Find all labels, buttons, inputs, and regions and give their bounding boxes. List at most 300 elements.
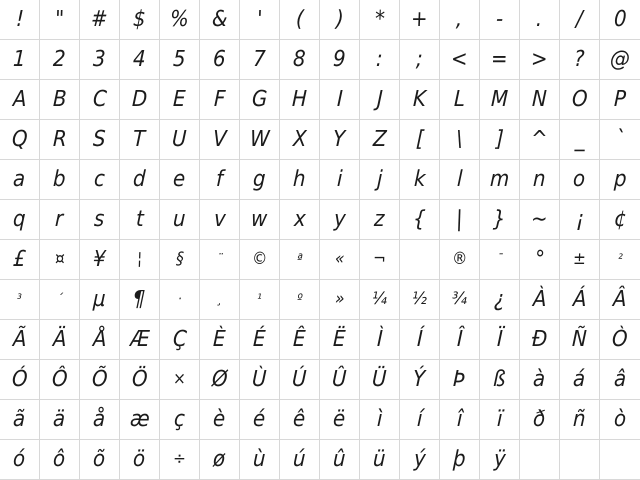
glyph-cell-sharp-s[interactable] — [480, 360, 520, 400]
glyph-cell-small-p[interactable] — [600, 160, 640, 200]
glyph-cell-copyright-sign[interactable] — [240, 240, 280, 280]
glyph-small-e-circumflex: ê — [292, 406, 307, 432]
glyph-cell-capital-c-cedilla[interactable] — [160, 320, 200, 360]
glyph-capital-r: R — [52, 126, 67, 152]
glyph-small-p: p — [613, 166, 627, 192]
glyph-cell-capital-i-acute[interactable] — [400, 320, 440, 360]
glyph-small-j: j — [376, 166, 383, 192]
glyph-capital-e: E — [172, 86, 187, 112]
glyph-cell-digit-zero[interactable] — [600, 0, 640, 40]
glyph-cell-small-o-circumflex[interactable] — [40, 440, 80, 480]
glyph-small-i-circumflex: î — [456, 406, 463, 432]
glyph-capital-a-diaeresis: Ä — [52, 326, 67, 352]
glyph-apostrophe: ' — [256, 6, 263, 32]
glyph-cell-small-a-tilde[interactable] — [0, 400, 40, 440]
glyph-dollar-sign: $ — [132, 6, 147, 32]
glyph-cell-capital-thorn[interactable] — [440, 360, 480, 400]
glyph-cell-digit-one[interactable] — [0, 40, 40, 80]
glyph-right-parenthesis: ) — [335, 6, 344, 32]
glyph-cell-capital-a-grave[interactable] — [520, 280, 560, 320]
glyph-cell-capital-a[interactable] — [0, 80, 40, 120]
glyph-cell-plus-sign[interactable] — [400, 0, 440, 40]
glyph-cell-empty-cell[interactable] — [520, 440, 560, 480]
glyph-small-z: z — [373, 206, 386, 232]
glyph-cell-reverse-solidus[interactable] — [440, 120, 480, 160]
glyph-small-b: b — [52, 166, 67, 192]
glyph-cell-capital-e-diaeresis[interactable] — [320, 320, 360, 360]
glyph-cell-digit-six[interactable] — [200, 40, 240, 80]
glyph-cell-small-w[interactable] — [240, 200, 280, 240]
glyph-cell-vulgar-fraction-one-quarter[interactable] — [360, 280, 400, 320]
glyph-cell-right-double-angle-quotation-mark[interactable] — [320, 280, 360, 320]
glyph-cell-vulgar-fraction-three-quarters[interactable] — [440, 280, 480, 320]
glyph-small-l: l — [456, 166, 463, 192]
glyph-cell-capital-o-tilde[interactable] — [80, 360, 120, 400]
glyph-cell-small-o-acute[interactable] — [0, 440, 40, 480]
glyph-ampersand: & — [211, 6, 228, 32]
glyph-not-sign: ¬ — [372, 249, 387, 269]
glyph-cell-small-a-ring[interactable] — [80, 400, 120, 440]
glyph-vulgar-fraction-three-quarters: ¾ — [451, 289, 468, 309]
glyph-cell-small-x[interactable] — [280, 200, 320, 240]
glyph-cell-capital-x[interactable] — [280, 120, 320, 160]
glyph-capital-w: W — [249, 126, 270, 152]
glyph-small-v: v — [213, 206, 226, 232]
glyph-cell-capital-a-circumflex[interactable] — [600, 280, 640, 320]
glyph-capital-u-circumflex: Û — [331, 366, 348, 392]
glyph-digit-two: 2 — [52, 46, 67, 72]
glyph-capital-s: S — [92, 126, 107, 152]
glyph-yen-sign: ¥ — [92, 246, 107, 272]
glyph-reverse-solidus: \ — [455, 126, 464, 152]
glyph-cell-left-square-bracket[interactable] — [400, 120, 440, 160]
glyph-small-e: e — [172, 166, 187, 192]
glyph-cell-small-g[interactable] — [240, 160, 280, 200]
glyph-cell-small-v[interactable] — [200, 200, 240, 240]
glyph-cell-small-c[interactable] — [80, 160, 120, 200]
glyph-cell-small-a-acute[interactable] — [560, 360, 600, 400]
glyph-cell-colon[interactable] — [360, 40, 400, 80]
glyph-soft-hyphen — [417, 252, 418, 267]
glyph-registered-sign: ® — [451, 249, 468, 269]
glyph-capital-eth: Ð — [531, 326, 548, 352]
glyph-capital-q: Q — [11, 126, 28, 152]
glyph-cell-superscript-one[interactable] — [240, 280, 280, 320]
glyph-cell-empty-cell[interactable] — [560, 440, 600, 480]
glyph-cell-capital-f[interactable] — [200, 80, 240, 120]
glyph-cell-small-e-grave[interactable] — [200, 400, 240, 440]
glyph-cell-small-e-acute[interactable] — [240, 400, 280, 440]
glyph-cell-small-y-acute[interactable] — [400, 440, 440, 480]
glyph-cell-asterisk[interactable] — [360, 0, 400, 40]
glyph-small-e-acute: é — [252, 406, 267, 432]
glyph-cell-small-o-stroke[interactable] — [200, 440, 240, 480]
glyph-cell-semicolon[interactable] — [400, 40, 440, 80]
glyph-circumflex-accent: ^ — [530, 126, 549, 152]
glyph-cell-capital-u-acute[interactable] — [280, 360, 320, 400]
glyph-cell-superscript-three[interactable] — [0, 280, 40, 320]
glyph-cell-pilcrow-sign[interactable] — [120, 280, 160, 320]
glyph-plus-minus-sign: ± — [572, 249, 587, 269]
glyph-left-parenthesis: ( — [295, 6, 304, 32]
glyph-cell-yen-sign[interactable] — [80, 240, 120, 280]
glyph-cell-percent-sign[interactable] — [160, 0, 200, 40]
glyph-cell-capital-a-diaeresis[interactable] — [40, 320, 80, 360]
glyph-cell-digit-eight[interactable] — [280, 40, 320, 80]
glyph-cell-digit-four[interactable] — [120, 40, 160, 80]
glyph-small-eth: ð — [533, 406, 547, 432]
glyph-cell-capital-o-stroke[interactable] — [200, 360, 240, 400]
glyph-small-r: r — [55, 206, 65, 232]
glyph-inverted-exclamation-mark: ¡ — [575, 206, 584, 232]
glyph-equals-sign: = — [490, 46, 509, 72]
glyph-cell-capital-y[interactable] — [320, 120, 360, 160]
glyph-small-o-tilde: õ — [93, 446, 107, 472]
glyph-capital-u-diaeresis: Ü — [371, 366, 388, 392]
glyph-cell-equals-sign[interactable] — [480, 40, 520, 80]
glyph-cell-less-than-sign[interactable] — [440, 40, 480, 80]
glyph-cell-solidus[interactable] — [560, 0, 600, 40]
glyph-cell-small-l[interactable] — [440, 160, 480, 200]
glyph-capital-c-cedilla: Ç — [172, 326, 187, 352]
glyph-cell-capital-z[interactable] — [360, 120, 400, 160]
glyph-digit-one: 1 — [12, 46, 27, 72]
glyph-capital-b: B — [52, 86, 67, 112]
glyph-cell-comma[interactable] — [440, 0, 480, 40]
glyph-cell-capital-r[interactable] — [40, 120, 80, 160]
glyph-cell-small-a-diaeresis[interactable] — [40, 400, 80, 440]
glyph-cell-small-u-grave[interactable] — [240, 440, 280, 480]
glyph-cell-number-sign[interactable] — [80, 0, 120, 40]
glyph-cell-small-u-acute[interactable] — [280, 440, 320, 480]
glyph-cell-capital-a-tilde[interactable] — [0, 320, 40, 360]
glyph-cell-vulgar-fraction-one-half[interactable] — [400, 280, 440, 320]
glyph-cell-capital-o-diaeresis[interactable] — [120, 360, 160, 400]
glyph-cell-hyphen-minus[interactable] — [480, 0, 520, 40]
glyph-vertical-line: | — [455, 206, 464, 232]
glyph-cell-not-sign[interactable] — [360, 240, 400, 280]
glyph-small-y-acute: ý — [413, 446, 426, 472]
glyph-cell-right-parenthesis[interactable] — [320, 0, 360, 40]
glyph-cell-capital-u-circumflex[interactable] — [320, 360, 360, 400]
glyph-small-q: q — [12, 206, 27, 232]
glyph-cell-inverted-question-mark[interactable] — [480, 280, 520, 320]
glyph-cell-small-n[interactable] — [520, 160, 560, 200]
glyph-degree-sign: ° — [534, 246, 545, 272]
glyph-cell-left-double-angle-quotation-mark[interactable] — [320, 240, 360, 280]
glyph-colon: : — [375, 46, 384, 72]
glyph-cell-small-e-diaeresis[interactable] — [320, 400, 360, 440]
glyph-capital-l: L — [453, 86, 466, 112]
glyph-cell-masculine-ordinal-indicator[interactable] — [280, 280, 320, 320]
glyph-capital-u-acute: Ú — [291, 366, 308, 392]
glyph-cell-small-i[interactable] — [320, 160, 360, 200]
glyph-cell-multiplication-sign[interactable] — [160, 360, 200, 400]
glyph-cell-capital-u-grave[interactable] — [240, 360, 280, 400]
glyph-cell-capital-n-tilde[interactable] — [560, 320, 600, 360]
glyph-cell-small-e[interactable] — [160, 160, 200, 200]
glyph-cell-vertical-line[interactable] — [440, 200, 480, 240]
glyph-cell-small-u-circumflex[interactable] — [320, 440, 360, 480]
glyph-cell-capital-w[interactable] — [240, 120, 280, 160]
glyph-cell-micro-sign[interactable] — [80, 280, 120, 320]
glyph-cell-pound-sign[interactable] — [0, 240, 40, 280]
glyph-cell-small-o[interactable] — [560, 160, 600, 200]
glyph-number-sign: # — [90, 6, 109, 32]
glyph-cell-division-sign[interactable] — [160, 440, 200, 480]
glyph-acute-accent: ´ — [56, 292, 63, 307]
glyph-capital-i-acute: Í — [416, 326, 423, 352]
glyph-cell-small-d[interactable] — [120, 160, 160, 200]
glyph-cell-small-a-grave[interactable] — [520, 360, 560, 400]
glyph-sharp-s: ß — [492, 366, 507, 392]
glyph-small-o-acute: ó — [13, 446, 27, 472]
glyph-small-m: m — [489, 166, 510, 192]
glyph-cell-small-h[interactable] — [280, 160, 320, 200]
glyph-cell-capital-eth[interactable] — [520, 320, 560, 360]
glyph-cell-capital-l[interactable] — [440, 80, 480, 120]
glyph-cell-capital-u-diaeresis[interactable] — [360, 360, 400, 400]
glyph-cell-small-i-diaeresis[interactable] — [480, 400, 520, 440]
glyph-cell-capital-j[interactable] — [360, 80, 400, 120]
glyph-diaeresis: ¨ — [216, 252, 223, 267]
glyph-cell-left-curly-bracket[interactable] — [400, 200, 440, 240]
glyph-cell-small-s[interactable] — [80, 200, 120, 240]
glyph-asterisk: * — [374, 6, 385, 32]
glyph-capital-c: C — [92, 86, 107, 112]
glyph-cell-capital-p[interactable] — [600, 80, 640, 120]
glyph-digit-four: 4 — [132, 46, 147, 72]
glyph-cell-capital-t[interactable] — [120, 120, 160, 160]
glyph-cell-grave-accent[interactable] — [600, 120, 640, 160]
glyph-cell-small-n-tilde[interactable] — [560, 400, 600, 440]
glyph-capital-i: I — [336, 86, 343, 112]
glyph-cell-small-f[interactable] — [200, 160, 240, 200]
glyph-cell-capital-i-circumflex[interactable] — [440, 320, 480, 360]
glyph-cell-small-eth[interactable] — [520, 400, 560, 440]
glyph-cell-capital-o-grave[interactable] — [600, 320, 640, 360]
glyph-cell-small-i-circumflex[interactable] — [440, 400, 480, 440]
glyph-digit-three: 3 — [92, 46, 107, 72]
glyph-middle-dot: · — [177, 292, 182, 307]
glyph-cell-capital-i[interactable] — [320, 80, 360, 120]
glyph-cell-dollar-sign[interactable] — [120, 0, 160, 40]
glyph-capital-n: N — [531, 86, 548, 112]
glyph-cell-small-y[interactable] — [320, 200, 360, 240]
glyph-cell-capital-i-diaeresis[interactable] — [480, 320, 520, 360]
glyph-cell-apostrophe[interactable] — [240, 0, 280, 40]
glyph-feminine-ordinal-indicator: ª — [296, 252, 303, 267]
glyph-capital-e-grave: È — [212, 326, 227, 352]
glyph-left-curly-bracket: { — [412, 206, 427, 232]
glyph-cell-degree-sign[interactable] — [520, 240, 560, 280]
glyph-digit-seven: 7 — [252, 46, 267, 72]
glyph-cell-small-r[interactable] — [40, 200, 80, 240]
glyph-cell-cedilla[interactable] — [200, 280, 240, 320]
glyph-capital-h: H — [291, 86, 308, 112]
glyph-low-line: _ — [574, 126, 585, 152]
glyph-cell-cent-sign[interactable] — [600, 200, 640, 240]
glyph-small-o-circumflex: ô — [53, 446, 67, 472]
glyph-cell-capital-q[interactable] — [0, 120, 40, 160]
glyph-cell-capital-b[interactable] — [40, 80, 80, 120]
glyph-cell-small-z[interactable] — [360, 200, 400, 240]
glyph-cell-small-u[interactable] — [160, 200, 200, 240]
glyph-cell-digit-two[interactable] — [40, 40, 80, 80]
glyph-cell-small-q[interactable] — [0, 200, 40, 240]
glyph-small-a-grave: à — [533, 366, 547, 392]
glyph-cell-circumflex-accent[interactable] — [520, 120, 560, 160]
glyph-cell-capital-g[interactable] — [240, 80, 280, 120]
glyph-cell-plus-minus-sign[interactable] — [560, 240, 600, 280]
glyph-cell-digit-seven[interactable] — [240, 40, 280, 80]
glyph-superscript-two: ² — [617, 252, 623, 267]
glyph-capital-thorn: Þ — [453, 366, 466, 392]
glyph-small-a-circumflex: â — [613, 366, 627, 392]
glyph-cell-small-y-diaeresis[interactable] — [480, 440, 520, 480]
glyph-cell-capital-o-circumflex[interactable] — [40, 360, 80, 400]
glyph-full-stop: . — [535, 6, 544, 32]
glyph-capital-i-circumflex: Î — [456, 326, 463, 352]
glyph-cell-capital-u[interactable] — [160, 120, 200, 160]
glyph-capital-a-grave: À — [532, 286, 547, 312]
glyph-cell-small-t[interactable] — [120, 200, 160, 240]
glyph-cell-small-ae[interactable] — [120, 400, 160, 440]
glyph-cell-capital-e-acute[interactable] — [240, 320, 280, 360]
glyph-cell-broken-bar[interactable] — [120, 240, 160, 280]
glyph-cell-capital-e-circumflex[interactable] — [280, 320, 320, 360]
glyph-cell-capital-m[interactable] — [480, 80, 520, 120]
glyph-cell-small-a-circumflex[interactable] — [600, 360, 640, 400]
glyph-cell-section-sign[interactable] — [160, 240, 200, 280]
glyph-cell-small-e-circumflex[interactable] — [280, 400, 320, 440]
glyph-small-y-diaeresis: ÿ — [493, 446, 506, 472]
glyph-cell-feminine-ordinal-indicator[interactable] — [280, 240, 320, 280]
glyph-small-u-grave: ù — [252, 446, 267, 472]
glyph-cell-question-mark[interactable] — [560, 40, 600, 80]
glyph-cell-small-b[interactable] — [40, 160, 80, 200]
glyph-capital-d: D — [131, 86, 148, 112]
glyph-cell-capital-h[interactable] — [280, 80, 320, 120]
glyph-capital-f: F — [213, 86, 226, 112]
glyph-cell-capital-v[interactable] — [200, 120, 240, 160]
glyph-small-ae: æ — [129, 406, 150, 432]
glyph-cell-digit-nine[interactable] — [320, 40, 360, 80]
glyph-cell-capital-a-acute[interactable] — [560, 280, 600, 320]
glyph-cell-capital-n[interactable] — [520, 80, 560, 120]
glyph-currency-sign: ¤ — [54, 249, 65, 269]
glyph-cell-middle-dot[interactable] — [160, 280, 200, 320]
glyph-cell-small-i-acute[interactable] — [400, 400, 440, 440]
glyph-cell-capital-d[interactable] — [120, 80, 160, 120]
glyph-digit-five: 5 — [172, 46, 187, 72]
glyph-small-y: y — [333, 206, 346, 232]
glyph-cell-capital-o-acute[interactable] — [0, 360, 40, 400]
glyph-cell-small-k[interactable] — [400, 160, 440, 200]
glyph-cell-quotation-mark[interactable] — [40, 0, 80, 40]
glyph-cell-capital-c[interactable] — [80, 80, 120, 120]
glyph-cell-small-o-grave[interactable] — [600, 400, 640, 440]
glyph-capital-i-diaeresis: Ï — [496, 326, 503, 352]
glyph-capital-p: P — [613, 86, 627, 112]
glyph-cell-soft-hyphen[interactable] — [400, 240, 440, 280]
glyph-solidus: / — [575, 6, 584, 32]
glyph-cell-ampersand[interactable] — [200, 0, 240, 40]
glyph-cell-capital-o[interactable] — [560, 80, 600, 120]
glyph-left-square-bracket: [ — [415, 126, 424, 152]
glyph-micro-sign: µ — [92, 286, 107, 312]
glyph-cell-small-c-cedilla[interactable] — [160, 400, 200, 440]
glyph-small-n: n — [532, 166, 547, 192]
glyph-cell-capital-i-grave[interactable] — [360, 320, 400, 360]
glyph-capital-u-grave: Ù — [251, 366, 268, 392]
glyph-cell-small-a[interactable] — [0, 160, 40, 200]
glyph-cell-empty-cell[interactable] — [600, 440, 640, 480]
glyph-digit-six: 6 — [212, 46, 227, 72]
glyph-cell-small-o-tilde[interactable] — [80, 440, 120, 480]
glyph-cell-capital-e-grave[interactable] — [200, 320, 240, 360]
glyph-cell-commercial-at[interactable] — [600, 40, 640, 80]
glyph-cell-greater-than-sign[interactable] — [520, 40, 560, 80]
glyph-cell-exclamation-mark[interactable] — [0, 0, 40, 40]
glyph-cell-full-stop[interactable] — [520, 0, 560, 40]
glyph-cell-capital-y-acute[interactable] — [400, 360, 440, 400]
glyph-cell-superscript-two[interactable] — [600, 240, 640, 280]
glyph-exclamation-mark: ! — [15, 6, 24, 32]
glyph-cell-acute-accent[interactable] — [40, 280, 80, 320]
glyph-vulgar-fraction-one-quarter: ¼ — [371, 289, 388, 309]
glyph-small-o: o — [573, 166, 587, 192]
glyph-small-u-acute: ú — [292, 446, 307, 472]
glyph-cell-right-curly-bracket[interactable] — [480, 200, 520, 240]
glyph-cell-left-parenthesis[interactable] — [280, 0, 320, 40]
glyph-capital-e-circumflex: Ê — [292, 326, 307, 352]
glyph-cell-currency-sign[interactable] — [40, 240, 80, 280]
glyph-cell-capital-k[interactable] — [400, 80, 440, 120]
glyph-cell-small-i-grave[interactable] — [360, 400, 400, 440]
glyph-plus-sign: + — [410, 6, 429, 32]
glyph-right-square-bracket: ] — [495, 126, 504, 152]
glyph-capital-e-diaeresis: Ë — [332, 326, 347, 352]
glyph-cell-capital-a-ring[interactable] — [80, 320, 120, 360]
glyph-capital-a-ring: Å — [92, 326, 107, 352]
glyph-cell-capital-ae[interactable] — [120, 320, 160, 360]
glyph-cell-capital-e[interactable] — [160, 80, 200, 120]
glyph-cell-macron[interactable] — [480, 240, 520, 280]
glyph-cell-right-square-bracket[interactable] — [480, 120, 520, 160]
glyph-cell-diaeresis[interactable] — [200, 240, 240, 280]
glyph-semicolon: ; — [415, 46, 424, 72]
glyph-cell-small-j[interactable] — [360, 160, 400, 200]
glyph-cell-capital-s[interactable] — [80, 120, 120, 160]
glyph-small-e-diaeresis: ë — [332, 406, 347, 432]
glyph-cell-small-u-diaeresis[interactable] — [360, 440, 400, 480]
glyph-cell-tilde[interactable] — [520, 200, 560, 240]
glyph-small-e-grave: è — [212, 406, 227, 432]
glyph-cell-digit-three[interactable] — [80, 40, 120, 80]
glyph-cell-small-m[interactable] — [480, 160, 520, 200]
glyph-small-a-tilde: ã — [13, 406, 27, 432]
glyph-right-curly-bracket: } — [492, 206, 507, 232]
glyph-cell-small-o-diaeresis[interactable] — [120, 440, 160, 480]
glyph-small-g: g — [252, 166, 267, 192]
glyph-cell-digit-five[interactable] — [160, 40, 200, 80]
glyph-cell-small-thorn[interactable] — [440, 440, 480, 480]
glyph-cell-registered-sign[interactable] — [440, 240, 480, 280]
glyph-cell-inverted-exclamation-mark[interactable] — [560, 200, 600, 240]
glyph-cell-low-line[interactable] — [560, 120, 600, 160]
glyph-capital-o-acute: Ó — [11, 366, 28, 392]
